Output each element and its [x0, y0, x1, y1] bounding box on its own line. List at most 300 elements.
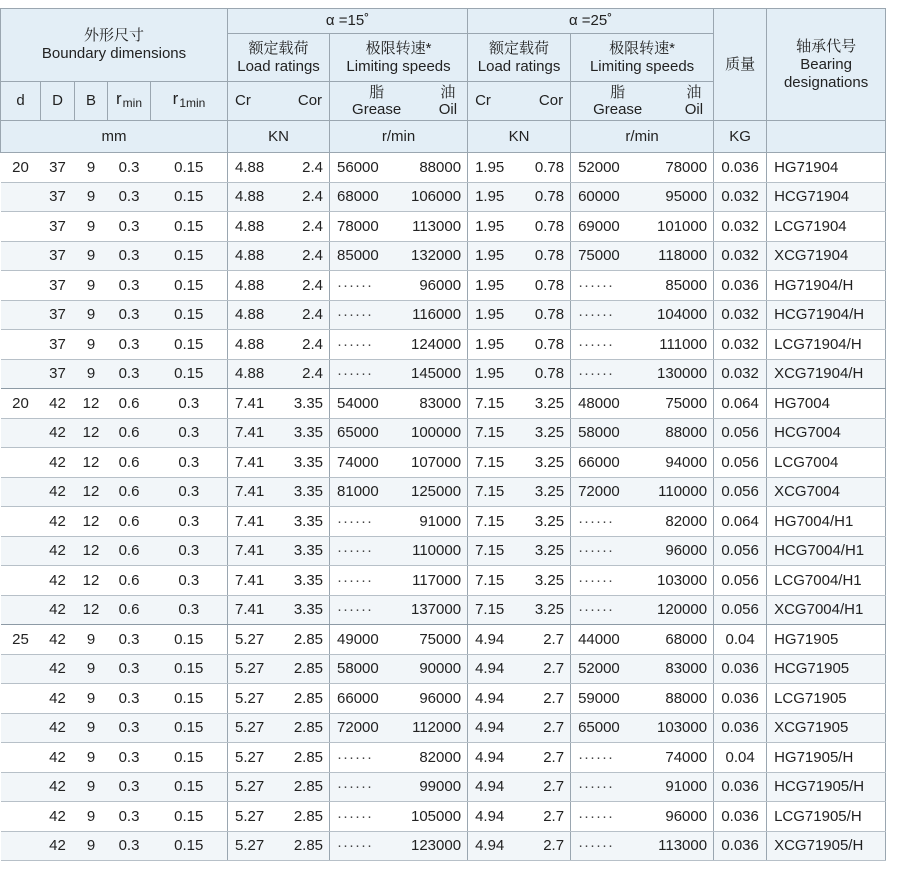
- oil-cn-25: 油: [686, 84, 702, 101]
- cell-cor-25: 3.25: [515, 448, 571, 478]
- speed-cn-15: 极限转速*: [365, 39, 432, 57]
- cell-cor-25: 2.7: [515, 713, 571, 743]
- table-row: [1, 831, 886, 861]
- table-row: [1, 271, 886, 301]
- cell-mass: 0.036: [714, 713, 767, 743]
- cell-D: 42: [41, 477, 75, 507]
- oil-cn-15: 油: [440, 84, 456, 101]
- cell-oil-25: 104000: [646, 300, 714, 330]
- cell-oil-25: 120000: [646, 595, 714, 625]
- cell-oil-25: 74000: [646, 743, 714, 773]
- grease-oil-header-25: [571, 82, 714, 121]
- cell-grease-25: ······: [571, 566, 646, 596]
- cell-designation: HCG71904/H: [767, 300, 886, 330]
- cell-oil-25: 111000: [646, 330, 714, 360]
- cell-oil-25: 95000: [646, 182, 714, 212]
- cell-grease-25: 44000: [571, 625, 646, 655]
- cell-mass: 0.04: [714, 625, 767, 655]
- cell-D: 42: [41, 566, 75, 596]
- cell-r1min: 0.3: [151, 448, 228, 478]
- cell-designation: HG7004/H1: [767, 507, 886, 537]
- cell-cor-25: 2.7: [515, 654, 571, 684]
- cell-cr-25: 4.94: [468, 743, 515, 773]
- cell-mass: 0.036: [714, 271, 767, 301]
- cell-designation: HG7004: [767, 389, 886, 419]
- cell-cr-15: 5.27: [228, 684, 271, 714]
- cell-cor-15: 2.4: [271, 212, 330, 242]
- cell-cor-25: 0.78: [515, 330, 571, 360]
- cell-designation: HG71905/H: [767, 743, 886, 773]
- unit-kg: KG: [714, 121, 767, 153]
- cell-grease-25: ······: [571, 359, 646, 389]
- cell-B: 12: [75, 389, 108, 419]
- cell-B: 9: [75, 359, 108, 389]
- cell-grease-15: ······: [330, 802, 403, 832]
- r1-symbol: r: [172, 89, 179, 108]
- cell-cr-15: 7.41: [228, 448, 271, 478]
- cell-cor-15: 3.35: [271, 507, 330, 537]
- cell-B: 9: [75, 241, 108, 271]
- cell-d: [1, 743, 41, 773]
- cell-oil-25: 91000: [646, 772, 714, 802]
- cell-d: [1, 418, 41, 448]
- col-B: B: [75, 82, 108, 121]
- cell-cr-15: 7.41: [228, 477, 271, 507]
- cell-D: 42: [41, 507, 75, 537]
- cell-r1min: 0.15: [151, 802, 228, 832]
- cell-r1min: 0.3: [151, 536, 228, 566]
- cell-oil-25: 82000: [646, 507, 714, 537]
- cell-d: [1, 595, 41, 625]
- cell-cor-15: 3.35: [271, 595, 330, 625]
- cell-D: 42: [41, 684, 75, 714]
- cell-B: 9: [75, 802, 108, 832]
- cell-cr-25: 1.95: [468, 271, 515, 301]
- cell-oil-15: 107000: [403, 448, 468, 478]
- cell-cor-25: 0.78: [515, 182, 571, 212]
- speed-en-15: Limiting speeds: [346, 57, 451, 75]
- alpha25-header: α =25˚: [468, 9, 714, 34]
- cell-D: 37: [41, 212, 75, 242]
- cell-r1min: 0.15: [151, 684, 228, 714]
- cr-15: Cr: [235, 92, 251, 109]
- cell-B: 12: [75, 566, 108, 596]
- cell-d: [1, 477, 41, 507]
- cell-B: 9: [75, 300, 108, 330]
- cell-cr-15: 7.41: [228, 536, 271, 566]
- cell-cor-15: 2.4: [271, 300, 330, 330]
- cell-grease-25: ······: [571, 802, 646, 832]
- cell-oil-15: 123000: [403, 831, 468, 861]
- cell-d: [1, 359, 41, 389]
- cell-D: 42: [41, 654, 75, 684]
- cell-B: 9: [75, 654, 108, 684]
- bearing-en2: designations: [783, 73, 869, 91]
- cell-D: 37: [41, 241, 75, 271]
- cell-r1min: 0.3: [151, 595, 228, 625]
- cor-15: Cor: [297, 92, 323, 109]
- cell-oil-15: 112000: [403, 713, 468, 743]
- cell-D: 42: [41, 713, 75, 743]
- bearing-spec-table-container: [0, 8, 899, 861]
- cell-oil-25: 110000: [646, 477, 714, 507]
- cell-grease-15: 56000: [330, 153, 403, 183]
- cell-d: [1, 241, 41, 271]
- cell-oil-25: 75000: [646, 389, 714, 419]
- cell-B: 9: [75, 684, 108, 714]
- cell-mass: 0.064: [714, 507, 767, 537]
- cell-cr-15: 4.88: [228, 300, 271, 330]
- unit-rmin-15: r/min: [330, 121, 468, 153]
- cell-grease-25: 58000: [571, 418, 646, 448]
- cell-oil-15: 75000: [403, 625, 468, 655]
- cell-B: 12: [75, 507, 108, 537]
- grease-cn-25: 脂: [610, 84, 626, 101]
- cell-cr-15: 4.88: [228, 359, 271, 389]
- table-row: [1, 536, 886, 566]
- rmin-sub: min: [122, 96, 142, 110]
- cell-grease-25: 52000: [571, 153, 646, 183]
- cell-r1min: 0.15: [151, 153, 228, 183]
- cell-grease-15: ······: [330, 772, 403, 802]
- cell-B: 12: [75, 595, 108, 625]
- cell-rmin: 0.3: [108, 271, 151, 301]
- cell-oil-15: 99000: [403, 772, 468, 802]
- table-row: [1, 802, 886, 832]
- cell-r1min: 0.3: [151, 477, 228, 507]
- cell-mass: 0.056: [714, 595, 767, 625]
- cell-grease-25: ······: [571, 831, 646, 861]
- bearing-spec-table: [0, 8, 886, 861]
- cell-grease-15: 58000: [330, 654, 403, 684]
- cell-D: 37: [41, 330, 75, 360]
- cell-cr-15: 5.27: [228, 772, 271, 802]
- cell-cr-15: 7.41: [228, 389, 271, 419]
- cell-cor-15: 3.35: [271, 418, 330, 448]
- cell-designation: LCG71904: [767, 212, 886, 242]
- table-row: [1, 182, 886, 212]
- cr-cor-header-25: [468, 82, 571, 121]
- cell-designation: HCG71904: [767, 182, 886, 212]
- cell-oil-25: 96000: [646, 536, 714, 566]
- speed-en-25: Limiting speeds: [589, 57, 695, 75]
- cell-r1min: 0.15: [151, 330, 228, 360]
- cell-grease-15: 66000: [330, 684, 403, 714]
- cell-grease-25: ······: [571, 330, 646, 360]
- cell-cor-25: 2.7: [515, 625, 571, 655]
- cell-grease-25: ······: [571, 772, 646, 802]
- cell-d: [1, 713, 41, 743]
- cell-oil-25: 88000: [646, 418, 714, 448]
- r1min-sub: 1min: [179, 96, 206, 110]
- cell-cor-15: 3.35: [271, 448, 330, 478]
- cell-oil-25: 103000: [646, 566, 714, 596]
- table-row: [1, 212, 886, 242]
- table-row: [1, 330, 886, 360]
- cell-D: 42: [41, 595, 75, 625]
- cell-cor-15: 3.35: [271, 536, 330, 566]
- cell-r1min: 0.15: [151, 212, 228, 242]
- cell-D: 37: [41, 300, 75, 330]
- cell-B: 9: [75, 271, 108, 301]
- bearing-en1: Bearing: [800, 55, 852, 73]
- cell-cr-25: 4.94: [468, 831, 515, 861]
- table-row: [1, 389, 886, 419]
- cell-grease-15: 54000: [330, 389, 403, 419]
- cell-designation: XCG71905/H: [767, 831, 886, 861]
- cell-rmin: 0.3: [108, 713, 151, 743]
- cell-grease-25: ······: [571, 743, 646, 773]
- cell-r1min: 0.15: [151, 743, 228, 773]
- cell-cr-25: 1.95: [468, 359, 515, 389]
- cell-r1min: 0.15: [151, 831, 228, 861]
- cell-grease-25: 66000: [571, 448, 646, 478]
- cell-cor-25: 3.25: [515, 418, 571, 448]
- cell-r1min: 0.15: [151, 271, 228, 301]
- table-row: [1, 153, 886, 183]
- cell-mass: 0.056: [714, 477, 767, 507]
- cell-cr-15: 5.27: [228, 802, 271, 832]
- table-row: [1, 713, 886, 743]
- table-row: [1, 448, 886, 478]
- cell-oil-25: 85000: [646, 271, 714, 301]
- cell-cr-25: 1.95: [468, 153, 515, 183]
- cell-cr-15: 5.27: [228, 743, 271, 773]
- cell-grease-15: 72000: [330, 713, 403, 743]
- cell-r1min: 0.15: [151, 359, 228, 389]
- cell-rmin: 0.3: [108, 241, 151, 271]
- cr-25: Cr: [475, 92, 491, 109]
- cor-25: Cor: [538, 92, 564, 109]
- cell-oil-25: 118000: [646, 241, 714, 271]
- cell-B: 9: [75, 153, 108, 183]
- cell-oil-15: 117000: [403, 566, 468, 596]
- cell-cr-15: 4.88: [228, 271, 271, 301]
- cell-cor-15: 2.4: [271, 153, 330, 183]
- cell-cor-25: 3.25: [515, 536, 571, 566]
- cell-D: 37: [41, 182, 75, 212]
- cell-D: 42: [41, 536, 75, 566]
- load-cn-15: 额定载荷: [248, 39, 309, 57]
- cell-cr-15: 5.27: [228, 831, 271, 861]
- cell-rmin: 0.3: [108, 743, 151, 773]
- table-row: [1, 241, 886, 271]
- cell-rmin: 0.3: [108, 153, 151, 183]
- cell-cor-15: 2.85: [271, 802, 330, 832]
- cell-r1min: 0.3: [151, 507, 228, 537]
- speed-cn-25: 极限转速*: [609, 39, 675, 57]
- cell-grease-25: 72000: [571, 477, 646, 507]
- cell-cor-25: 2.7: [515, 831, 571, 861]
- load-en-25: Load ratings: [477, 57, 561, 75]
- cell-cor-15: 2.85: [271, 743, 330, 773]
- cell-oil-15: 106000: [403, 182, 468, 212]
- mass-header: 质量: [714, 9, 767, 121]
- cell-mass: 0.056: [714, 566, 767, 596]
- cell-cor-25: 2.7: [515, 684, 571, 714]
- cell-rmin: 0.3: [108, 831, 151, 861]
- oil-en-25: Oil: [684, 101, 704, 118]
- cell-cr-15: 4.88: [228, 241, 271, 271]
- cell-oil-25: 94000: [646, 448, 714, 478]
- cell-rmin: 0.6: [108, 448, 151, 478]
- cell-cr-25: 7.15: [468, 507, 515, 537]
- cell-designation: HG71904: [767, 153, 886, 183]
- cell-B: 9: [75, 831, 108, 861]
- cell-cor-15: 2.85: [271, 654, 330, 684]
- load-cn-25: 额定载荷: [489, 39, 550, 57]
- boundary-cn: 外形尺寸: [84, 27, 145, 44]
- limiting-speeds-header-15: [330, 34, 468, 82]
- cell-D: 42: [41, 802, 75, 832]
- cell-oil-25: 113000: [646, 831, 714, 861]
- cell-cr-25: 7.15: [468, 448, 515, 478]
- cell-cr-25: 4.94: [468, 772, 515, 802]
- cell-cor-25: 2.7: [515, 802, 571, 832]
- cell-mass: 0.036: [714, 153, 767, 183]
- cell-cor-25: 0.78: [515, 271, 571, 301]
- cell-oil-25: 68000: [646, 625, 714, 655]
- cell-B: 9: [75, 772, 108, 802]
- cell-grease-15: ······: [330, 359, 403, 389]
- cell-designation: HG71905: [767, 625, 886, 655]
- cell-grease-15: ······: [330, 595, 403, 625]
- cell-D: 37: [41, 271, 75, 301]
- cell-grease-25: 59000: [571, 684, 646, 714]
- col-rmin: [108, 82, 151, 121]
- table-row: [1, 772, 886, 802]
- cell-oil-15: 116000: [403, 300, 468, 330]
- cell-designation: HCG7004: [767, 418, 886, 448]
- cell-B: 9: [75, 743, 108, 773]
- cell-grease-25: 65000: [571, 713, 646, 743]
- cell-oil-15: 124000: [403, 330, 468, 360]
- cell-cr-15: 7.41: [228, 595, 271, 625]
- table-row: [1, 418, 886, 448]
- cell-B: 12: [75, 418, 108, 448]
- cell-d: 20: [1, 153, 41, 183]
- cell-grease-15: ······: [330, 507, 403, 537]
- cell-D: 37: [41, 359, 75, 389]
- cell-cr-15: 7.41: [228, 507, 271, 537]
- grease-en-25: Grease: [593, 101, 643, 118]
- cell-cr-25: 1.95: [468, 300, 515, 330]
- cell-rmin: 0.3: [108, 772, 151, 802]
- cell-B: 12: [75, 477, 108, 507]
- cell-oil-25: 78000: [646, 153, 714, 183]
- cell-d: [1, 802, 41, 832]
- table-row: [1, 507, 886, 537]
- cell-cr-15: 5.27: [228, 625, 271, 655]
- col-D: D: [41, 82, 75, 121]
- cell-cr-15: 5.27: [228, 713, 271, 743]
- cell-grease-15: ······: [330, 831, 403, 861]
- cell-mass: 0.04: [714, 743, 767, 773]
- boundary-en: Boundary dimensions: [41, 45, 187, 62]
- cell-grease-15: 68000: [330, 182, 403, 212]
- cell-mass: 0.036: [714, 831, 767, 861]
- cell-B: 9: [75, 212, 108, 242]
- cell-oil-15: 145000: [403, 359, 468, 389]
- cell-cr-25: 4.94: [468, 654, 515, 684]
- cell-D: 42: [41, 418, 75, 448]
- cell-oil-25: 130000: [646, 359, 714, 389]
- cell-r1min: 0.15: [151, 772, 228, 802]
- load-ratings-header-25: [468, 34, 571, 82]
- cell-oil-15: 125000: [403, 477, 468, 507]
- cell-cr-25: 1.95: [468, 182, 515, 212]
- cell-cr-25: 7.15: [468, 595, 515, 625]
- cell-mass: 0.036: [714, 772, 767, 802]
- cell-cor-25: 3.25: [515, 507, 571, 537]
- cell-grease-15: 65000: [330, 418, 403, 448]
- oil-25: [685, 84, 703, 118]
- cell-cor-25: 3.25: [515, 477, 571, 507]
- cell-cor-25: 0.78: [515, 212, 571, 242]
- cell-mass: 0.032: [714, 241, 767, 271]
- cell-designation: XCG71904: [767, 241, 886, 271]
- cell-cor-15: 3.35: [271, 566, 330, 596]
- cell-cr-25: 4.94: [468, 625, 515, 655]
- grease-cn-15: 脂: [369, 84, 385, 101]
- cell-cor-25: 3.25: [515, 595, 571, 625]
- cell-oil-15: 83000: [403, 389, 468, 419]
- cell-rmin: 0.3: [108, 654, 151, 684]
- cell-designation: LCG71905: [767, 684, 886, 714]
- cell-d: [1, 684, 41, 714]
- cell-designation: XCG71905: [767, 713, 886, 743]
- cell-d: [1, 330, 41, 360]
- cell-cr-25: 4.94: [468, 713, 515, 743]
- cell-cor-15: 2.85: [271, 713, 330, 743]
- table-row: [1, 300, 886, 330]
- cell-cor-15: 2.4: [271, 330, 330, 360]
- cell-oil-15: 90000: [403, 654, 468, 684]
- load-en-15: Load ratings: [237, 57, 320, 75]
- cell-oil-15: 132000: [403, 241, 468, 271]
- bearing-designation-header: [767, 9, 886, 121]
- cell-grease-15: 81000: [330, 477, 403, 507]
- cell-cor-15: 2.85: [271, 772, 330, 802]
- cell-designation: HCG71905: [767, 654, 886, 684]
- cell-mass: 0.036: [714, 654, 767, 684]
- cell-mass: 0.032: [714, 359, 767, 389]
- cell-cr-15: 4.88: [228, 153, 271, 183]
- cell-grease-25: ······: [571, 595, 646, 625]
- cell-grease-15: ······: [330, 536, 403, 566]
- cell-grease-25: ······: [571, 536, 646, 566]
- cell-grease-15: ······: [330, 300, 403, 330]
- cell-grease-15: 85000: [330, 241, 403, 271]
- cell-rmin: 0.6: [108, 477, 151, 507]
- oil-en-15: Oil: [438, 101, 458, 118]
- table-row: [1, 654, 886, 684]
- boundary-dimensions-header: [1, 9, 228, 82]
- cell-grease-15: ······: [330, 566, 403, 596]
- cell-cor-15: 2.4: [271, 271, 330, 301]
- cell-d: [1, 536, 41, 566]
- alpha15-header: α =15˚: [228, 9, 468, 34]
- cell-d: [1, 507, 41, 537]
- cell-oil-15: 96000: [403, 271, 468, 301]
- cell-designation: LCG71904/H: [767, 330, 886, 360]
- cell-r1min: 0.3: [151, 389, 228, 419]
- table-body: [1, 153, 886, 861]
- cell-mass: 0.032: [714, 300, 767, 330]
- cell-cr-15: 7.41: [228, 418, 271, 448]
- cell-d: [1, 772, 41, 802]
- cell-cor-25: 3.25: [515, 389, 571, 419]
